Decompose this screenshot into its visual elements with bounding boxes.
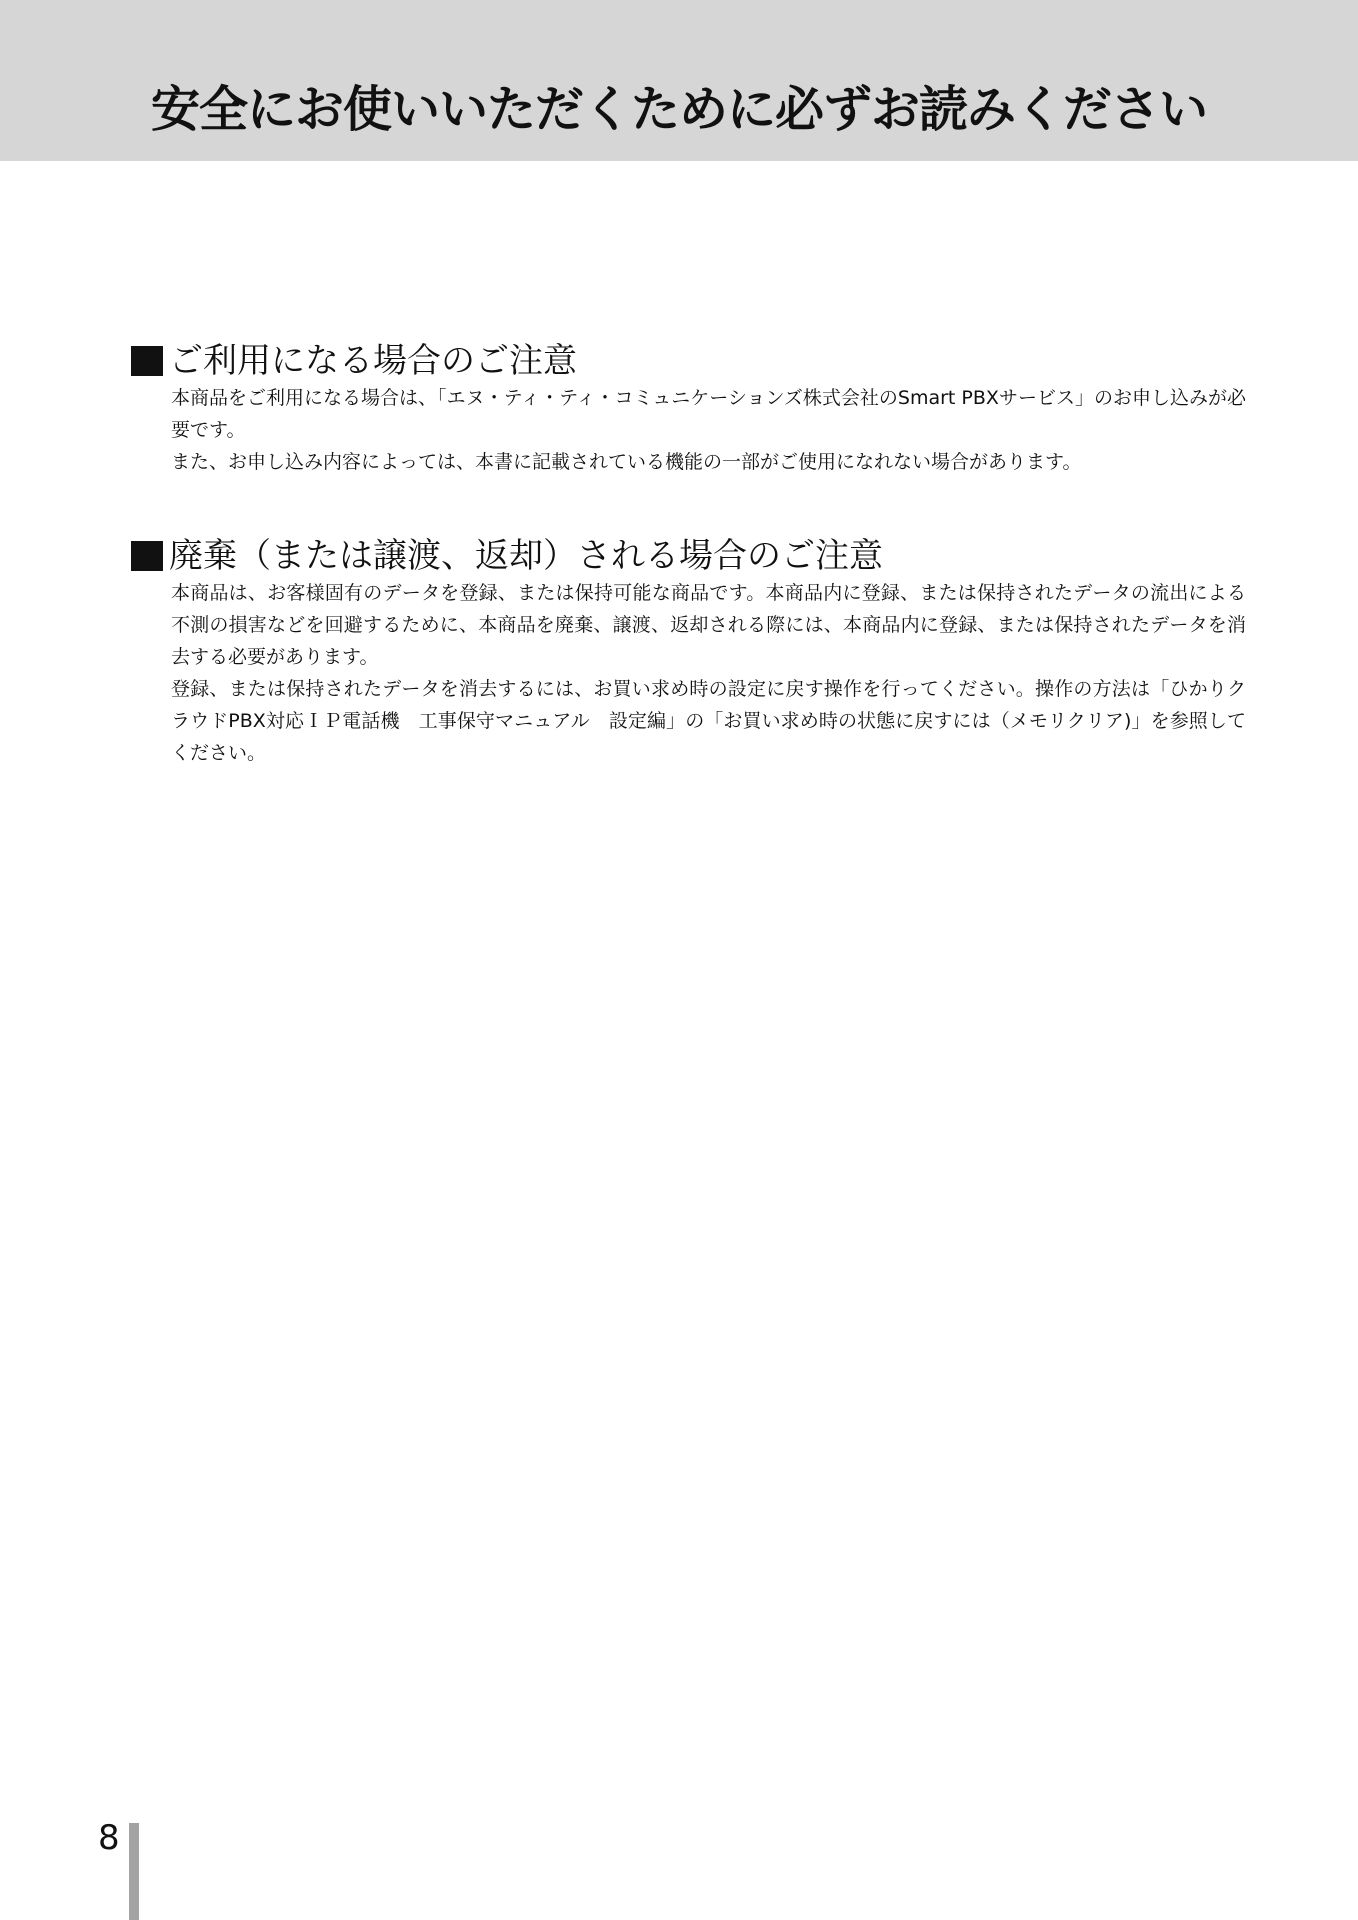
- page-title: 安全にお使いいただくために必ずお読みください: [150, 81, 1207, 138]
- section-body: [171, 577, 1246, 769]
- section-heading: [131, 340, 1246, 382]
- section-body: [171, 382, 1246, 478]
- title-band: [0, 0, 1358, 161]
- black-square-bullet-icon: [131, 541, 163, 571]
- page-number: 8: [98, 1818, 120, 1858]
- section-heading: [131, 535, 1246, 577]
- paragraph: 本商品をご利用になる場合は、「エヌ・ティ・ティ・コミュニケーションズ株式会社のSmart PBXサービス」のお申し込みが必要です。: [171, 387, 1246, 441]
- section-heading-text: ご利用になる場合のご注意: [169, 341, 577, 381]
- section-usage-notice: [131, 340, 1246, 478]
- section-heading-text: 廃棄（または譲渡、返却）される場合のご注意: [169, 536, 883, 576]
- paragraph: 登録、または保持されたデータを消去するには、お買い求め時の設定に戻す操作を行ってください。操作の方法は「ひかりクラウドPBX対応ＩＰ電話機 工事保守マニュアル 設定編」の「お買い求め時の状態に戻すには（メモリクリア)」を参照してください。: [171, 678, 1246, 764]
- paragraph: また、お申し込み内容によっては、本書に記載されている機能の一部がご使用になれない場合があります。: [171, 451, 1082, 473]
- section-disposal-notice: [131, 535, 1246, 769]
- black-square-bullet-icon: [131, 346, 163, 376]
- paragraph: 本商品は、お客様固有のデータを登録、または保持可能な商品です。本商品内に登録、または保持されたデータの流出による不測の損害などを回避するために、本商品を廃棄、譲渡、返却される際には、本商品内に登録、または保持されたデータを消去する必要があります。: [171, 582, 1246, 668]
- page-number-rule: [129, 1823, 139, 1920]
